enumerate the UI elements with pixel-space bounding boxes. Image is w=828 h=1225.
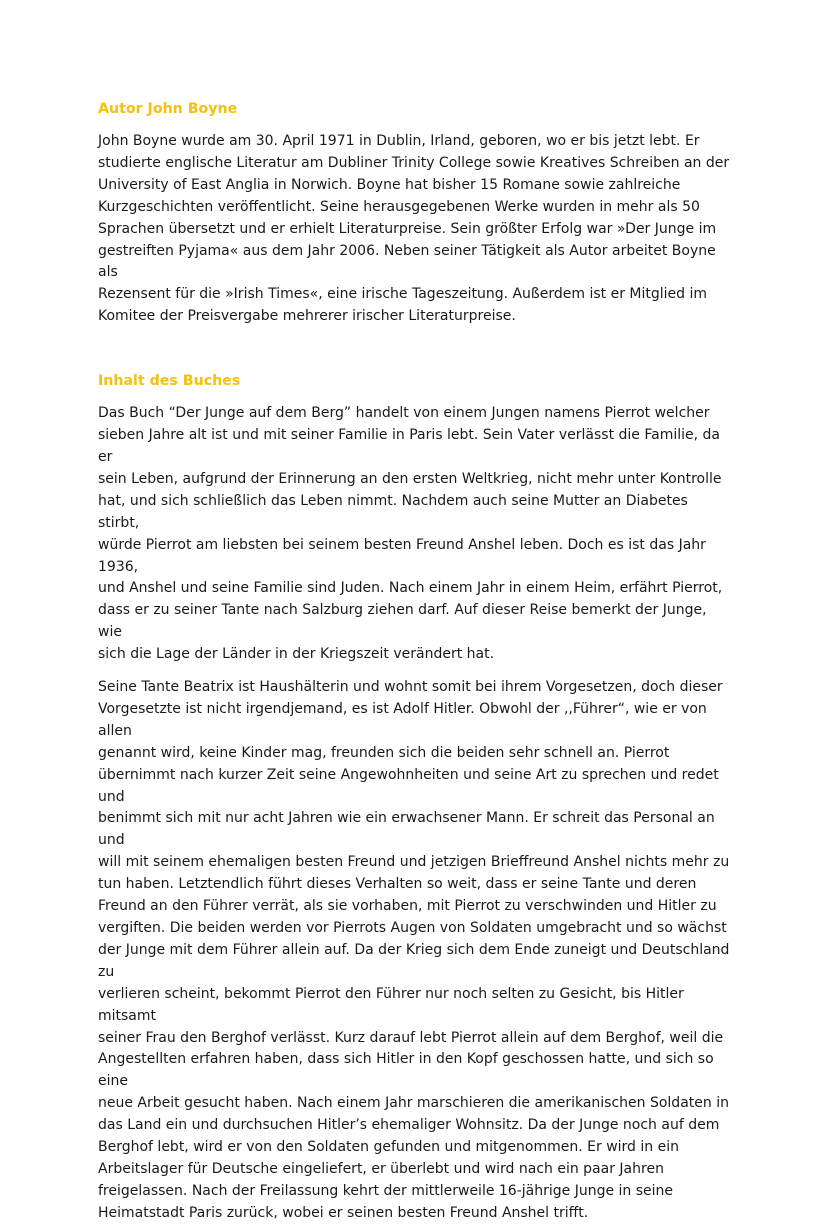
author-heading: Autor John Boyne [98,101,238,117]
book-content-paragraph-1: Das Buch “Der Junge auf dem Berg” handelt von einem Jungen namens Pierrot welcher sieben Jahre alt ist und mit seiner Familie in Paris lebt. Sein Vater verlässt die Familie, da er sein Leben, aufgrund der Erinnerung an den ersten Weltkrieg, nicht mehr unter Kontrolle hat, und sich schließlich das Leben nimmt. Nachdem auch seine Mutter an Diabetes stirbt, würde Pierrot am liebsten bei seinem besten Freund Anshel leben. Doch es ist das Jahr 1936, und Anshel und seine Familie sind Juden. Nach einem Jahr in einem Heim, erfährt Pierrot, dass er zu seiner Tante nach Salzburg ziehen darf. Auf dieser Reise bemerkt der Junge, wie sich die Lage der Länder in der Kriegszeit verändert hat. [98,405,723,663]
author-section [98,98,733,328]
book-content-heading: Inhalt des Buches [98,373,241,390]
book-content-section [98,370,733,1225]
page-content [98,98,733,1225]
author-paragraph: John Boyne wurde am 30. April 1971 in Dublin, Irland, geboren, wo er bis jetzt lebt. Er studierte englische Literatur am Dubliner Trinity College sowie Kreatives Schreiben an der University of East Anglia in Norwich. Boyne hat bisher 15 Romane sowie zahlreiche Kurzgeschichten veröffentlicht. Seine herausgegebenen Werke wurden in mehr als 50 Sprachen übersetzt und er erhielt Literaturpreise. Sein größter Erfolg war »Der Junge im gestreiften Pyjama« aus dem Jahr 2006. Neben seiner Tätigkeit als Autor arbeitet Boyne als Rezensent für die »Irish Times«, eine irische Tageszeitung. Außerdem ist er Mitglied im Komitee der Preisvergabe mehrerer irischer Literaturpreise. [98,133,730,325]
book-content-paragraph-2: Seine Tante Beatrix ist Haushälterin und wohnt somit bei ihrem Vorgesetzen, doch dieser Vorgesetzte ist nicht irgendjemand, es ist Adolf Hitler. Obwohl der ,,Führer“, wie er von allen genannt wird, keine Kinder mag, freunden sich die beiden sehr schnell an. Pierrot übernimmt nach kurzer Zeit seine Angewohnheiten und seine Art zu sprechen und redet und benimmt sich mit nur acht Jahren wie ein erwachsener Mann. Er schreit das Personal an und will mit seinem ehemaligen besten Freund und jetzigen Brieffreund Anshel nichts mehr zu tun haben. Letztendlich führt dieses Verhalten so weit, dass er seine Tante und deren Freund an den Führer verrät, als sie vorhaben, mit Pierrot zu verschwinden und Hitler zu vergiften. Die beiden werden vor Pierrots Augen von Soldaten umgebracht und so wächst der Junge mit dem Führer allein auf. Da der Krieg sich dem Ende zuneigt und Deutschland zu verlieren scheint, bekommt Pierrot den Führer nur noch selten zu Gesicht, bis Hitler mitsamt seiner Frau den Berghof verlässt. Kurz darauf lebt Pierrot allein auf dem Berghof, weil die Angestellten erfahren haben, dass sich Hitler in den Kopf geschossen hatte, und sich so eine neue Arbeit gesucht haben. Nach einem Jahr marschieren die amerikanischen Soldaten in das Land ein und durchsuchen Hitler’s ehemaliger Wohnsitz. Da der Junge noch auf dem Berghof lebt, wird er von den Soldaten gefunden und mitgenommen. Er wird in ein Arbeitslager für Deutsche eingeliefert, er überlebt und wird nach ein paar Jahren freigelassen. Nach der Freilassung kehrt der mittlerweile 16-jährige Junge in seine Heimatstadt Paris zurück, wobei er seinen besten Freund Anshel trifft. [98,679,730,1221]
